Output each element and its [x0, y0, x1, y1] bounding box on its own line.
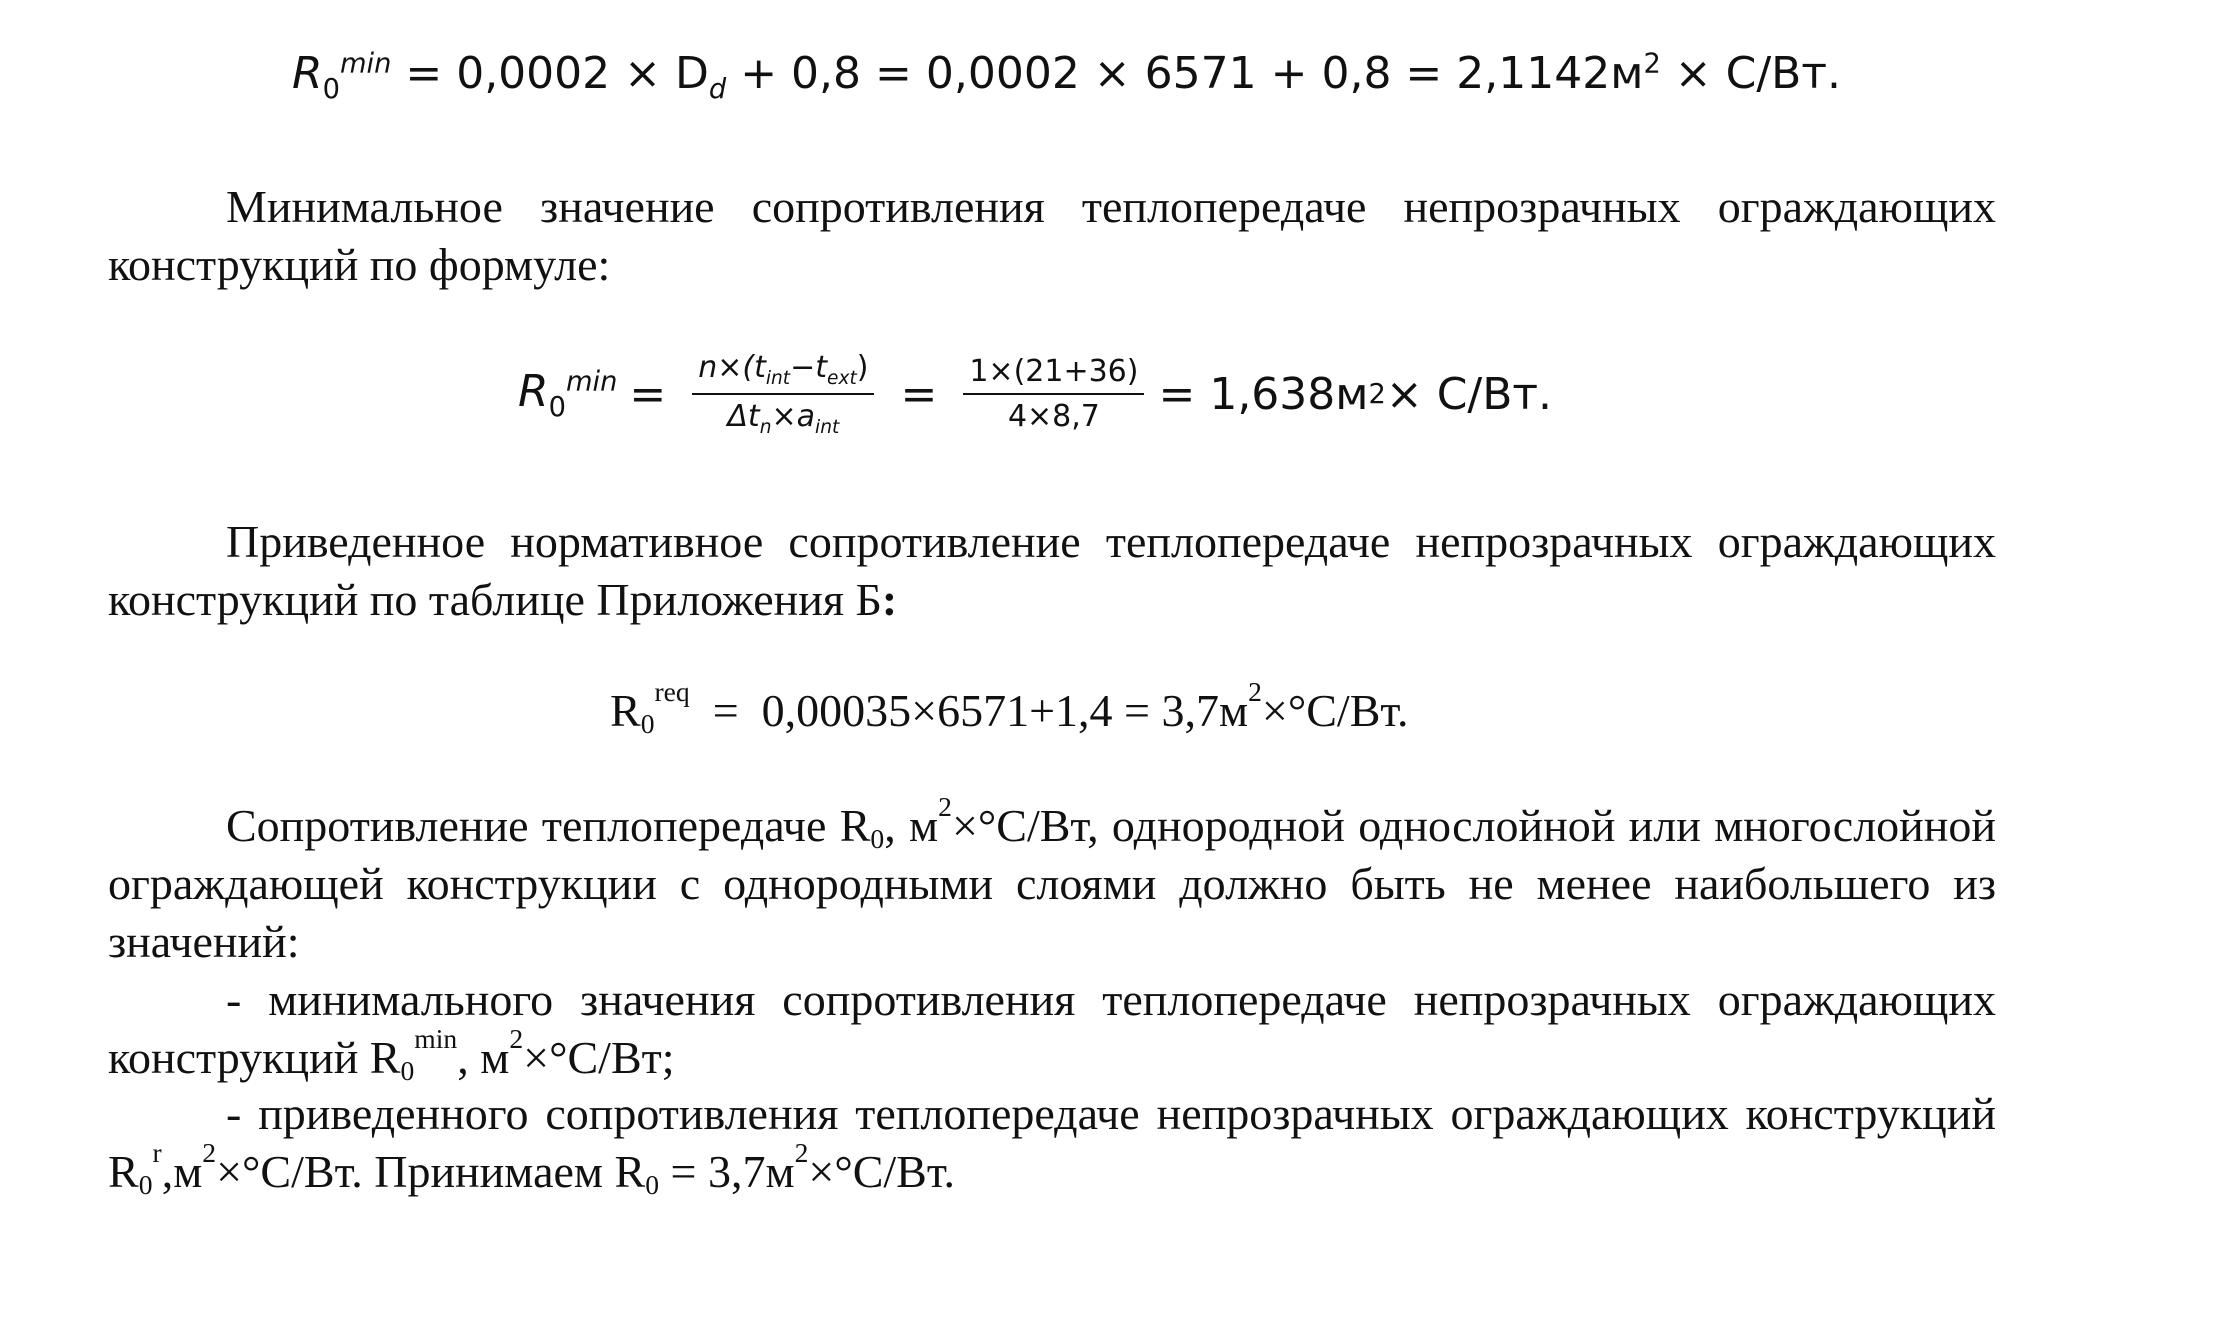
formula3-lhs-sup: req — [654, 676, 690, 708]
formula-r0-min-fraction — [518, 350, 1552, 438]
formula2-sq: 2 — [1368, 378, 1386, 410]
formula2-den1-sub-int: int — [815, 417, 840, 438]
formula2-units: × C/Вт. — [1385, 368, 1553, 420]
formula2-den1: Δt — [727, 399, 760, 434]
formula1-sq: 2 — [1643, 48, 1661, 80]
formula2-lhs: R — [518, 365, 549, 417]
formula1-units: × C/Вт. — [1660, 48, 1841, 99]
formula3-lhs: R — [610, 685, 641, 736]
bullet2-a-sup: r — [152, 1137, 162, 1169]
list-item-reduced-value — [108, 1085, 1996, 1201]
bullet1-a-sup: min — [414, 1023, 458, 1055]
bullet1-c: ×°С/Вт; — [523, 1032, 675, 1083]
formula3-units: ×°С/Вт. — [1261, 685, 1409, 736]
formula2-symbolic-fraction — [692, 350, 874, 438]
formula3-lhs-sub: 0 — [640, 707, 655, 739]
formula2-eq2: = — [900, 368, 938, 420]
formula2-num1-sub-ext: ext — [827, 368, 857, 389]
formula3-expr: = 0,00035×6571+1,4 = 3,7м — [689, 685, 1249, 736]
bullet2-d-sup: 2 — [794, 1137, 809, 1169]
formula2-numeric-fraction — [963, 354, 1144, 434]
formula2-den1-mid: ×a — [771, 399, 816, 434]
paragraph3-c: ×°С/Вт, однородной однослойной или многослойной ограждающей конструкции с однородными слоями должно быть не менее наибольшего из значений: — [108, 800, 1997, 967]
paragraph3-a: Сопротивление теплопередаче R — [226, 800, 871, 851]
paragraph-resistance-requirement — [108, 791, 1997, 971]
bullet2-e: ×°С/Вт. — [808, 1146, 955, 1197]
bullet2-b: ,м — [161, 1146, 203, 1197]
paragraph3-a-sub: 0 — [870, 822, 885, 854]
bullet2-a: - приведенного сопротивления теплопередаче непрозрачных ограждающих конструкций R — [108, 1088, 1996, 1197]
paragraph-min-resistance — [108, 178, 1996, 294]
paragraph2-text: Приведенное нормативное сопротивление теплопередаче непрозрачных ограждающих конструкций по таблице Приложения Б — [108, 516, 1996, 625]
formula2-num1-end: ) — [856, 350, 869, 385]
formula2-num1-mid: −t — [790, 350, 828, 385]
paragraph3-b-sup: 2 — [938, 791, 952, 823]
bullet1-b-sup: 2 — [509, 1023, 524, 1055]
list-item-min-value — [108, 971, 1996, 1087]
bullet1-b: , м — [457, 1032, 510, 1083]
formula2-eq: = — [629, 368, 667, 420]
paragraph1-text: Минимальное значение сопротивления теплопередаче непрозрачных ограждающих конструкций по формуле: — [108, 181, 1996, 290]
formula2-num1: n×(t — [698, 350, 766, 385]
bullet2-b-sup: 2 — [202, 1137, 217, 1169]
formula2-lhs-sub: 0 — [548, 391, 566, 423]
formula3-sq: 2 — [1248, 676, 1262, 708]
bullet1-a-sub: 0 — [400, 1054, 415, 1086]
formula-r0-req — [610, 676, 1409, 739]
bullet2-c: ×°С/Вт. Принимаем R — [216, 1146, 646, 1197]
formula1-rest: + 0,8 = 0,0002 × 6571 + 0,8 = 2,1142м — [726, 48, 1644, 99]
formula1-d-sub: d — [708, 73, 727, 105]
formula1-expr: = 0,0002 × D — [391, 48, 709, 99]
formula1-lhs: R — [292, 48, 323, 99]
bullet2-a-sub: 0 — [138, 1168, 153, 1200]
formula1-lhs-sub: 0 — [322, 73, 340, 105]
formula2-result: = 1,638м — [1158, 368, 1369, 420]
bullet2-d: = 3,7м — [659, 1146, 795, 1197]
formula-r0-min-degree-days — [292, 48, 1841, 105]
bullet1-a: - минимального значения сопротивления теплопередаче непрозрачных ограждающих конструкций R — [108, 974, 1996, 1083]
formula2-numeric-numerator: 1×(21+36) — [963, 354, 1144, 395]
formula2-numeric-denominator: 4×8,7 — [1007, 399, 1100, 434]
paragraph3-b: , м — [884, 800, 939, 851]
formula2-den1-sub-n: n — [759, 417, 772, 438]
paragraph2-colon: : — [881, 574, 898, 625]
bullet2-c-sub: 0 — [645, 1168, 660, 1200]
formula2-num1-sub-int: int — [765, 368, 791, 389]
formula2-symbolic-numerator — [692, 350, 874, 395]
formula2-symbolic-denominator — [727, 395, 839, 438]
formula2-lhs-sup: min — [565, 365, 618, 397]
paragraph-normative-resistance — [108, 513, 1996, 629]
formula2-lhs-group — [518, 366, 617, 423]
formula1-lhs-sup: min — [339, 48, 392, 80]
